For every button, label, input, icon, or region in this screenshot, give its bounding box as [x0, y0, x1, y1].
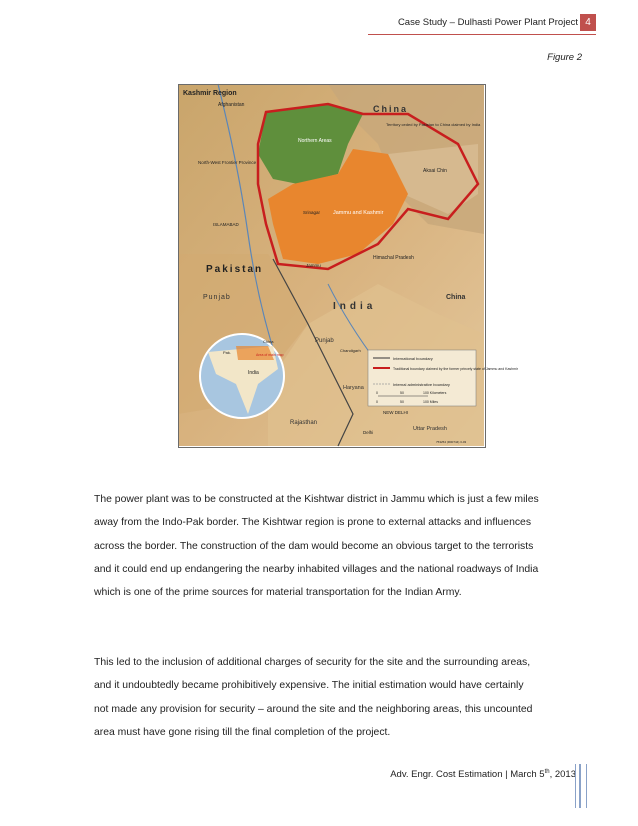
inset-label-india: India: [248, 370, 259, 376]
paragraph-line: and it could end up endangering the nearby inhabited villages and the national roadways of India: [94, 563, 539, 575]
label-new-delhi: NEW DELHI: [383, 410, 409, 415]
label-punjab-pk: Punjab: [203, 294, 231, 301]
label-uttar-pradesh: Uttar Pradesh: [413, 426, 447, 432]
label-territory-note: Territory ceded by Pakistan to China claimed by India: [386, 122, 481, 127]
footer-text: [390, 769, 576, 780]
label-china-top: China: [373, 104, 409, 114]
legend-item-2: Traditional boundary claimed by the former princely state of Jammu and Kashmir: [393, 367, 518, 371]
inset-label-area: Area of main map: [256, 353, 284, 357]
header-rule: [368, 34, 596, 35]
paragraph-line: which is one of the prime sources for material transportation for the Indian Army.: [94, 587, 462, 599]
kashmir-map: [178, 84, 518, 448]
map-frame: [178, 84, 486, 448]
label-aksai-chin: Aksai Chin: [423, 168, 447, 174]
figure-label: Figure 2: [547, 52, 582, 63]
legend-item-3: Internal administrative boundary: [393, 382, 450, 387]
inset-label-china: China: [263, 339, 274, 344]
footer-text-main: Adv. Engr. Cost Estimation | March 5: [390, 769, 545, 781]
label-northern-areas: Northern Areas: [298, 138, 332, 144]
paragraph-2: [94, 651, 574, 744]
label-srinagar: Srinagar: [303, 210, 321, 215]
paragraph-line: away from the Indo-Pak border. The Kishtwar region is prone to external attacks and influences: [94, 517, 532, 529]
label-delhi: Delhi: [363, 430, 374, 435]
label-india: India: [333, 301, 377, 312]
inset-label-pakistan: Pak.: [223, 350, 232, 355]
label-afghanistan: Afghanistan: [218, 102, 245, 108]
scale-0: 0: [376, 391, 378, 395]
footer-sup: th: [544, 769, 550, 775]
scale-100-mi: 100 Miles: [423, 400, 438, 404]
scale-50: 50: [400, 391, 404, 395]
footer-text-year: , 2013: [549, 769, 576, 781]
paragraph-line: This led to the inclusion of additional charges of security for the site and the surrounding areas,: [94, 657, 531, 668]
map-code: 753254 (R00744) 3-03: [436, 440, 467, 444]
map-title: Kashmir Region: [183, 90, 237, 97]
footer-rule-inner: [579, 764, 581, 808]
page-header: [0, 14, 638, 34]
label-punjab-in: Punjab: [315, 338, 334, 344]
scale-50b: 50: [400, 400, 404, 404]
label-himachal: Himachal Pradesh: [373, 255, 414, 261]
label-rajasthan: Rajasthan: [290, 420, 318, 426]
label-china-right: China: [446, 294, 466, 301]
paragraph-line: not made any provision for security – around the site and the neighboring areas, this uncounted: [94, 703, 533, 715]
scale-0b: 0: [376, 400, 378, 404]
label-pakistan: Pakistan: [206, 264, 264, 275]
legend-item-1: International boundary: [393, 356, 433, 361]
label-chandigarh: Chandigarh: [340, 348, 361, 353]
paragraph-1: [94, 488, 574, 604]
footer-rule: [575, 764, 587, 808]
header-title: Case Study – Dulhasti Power Plant Project: [397, 17, 578, 28]
paragraph-line: across the border. The construction of the dam would become an obvious target to the terrorists: [94, 540, 534, 552]
paragraph-line: The power plant was to be constructed at the Kishtwar district in Jammu which is just a few miles: [94, 494, 539, 505]
label-haryana: Haryana: [343, 385, 364, 391]
page-number-badge: 4: [580, 14, 596, 31]
paragraph-line: area must have gone rising till the final completion of the project.: [94, 726, 391, 738]
label-islamabad: ISLAMABAD: [213, 222, 239, 227]
scale-100-km: 100 Kilometers: [423, 391, 447, 395]
label-jammu-kashmir: Jammu and Kashmir: [333, 210, 384, 216]
label-jammu: Jammu: [306, 263, 321, 268]
label-nwfp: North-West Frontier Province: [198, 160, 257, 165]
paragraph-line: and it undoubtedly became prohibitively expensive. The initial estimation would have certainly: [94, 680, 524, 692]
